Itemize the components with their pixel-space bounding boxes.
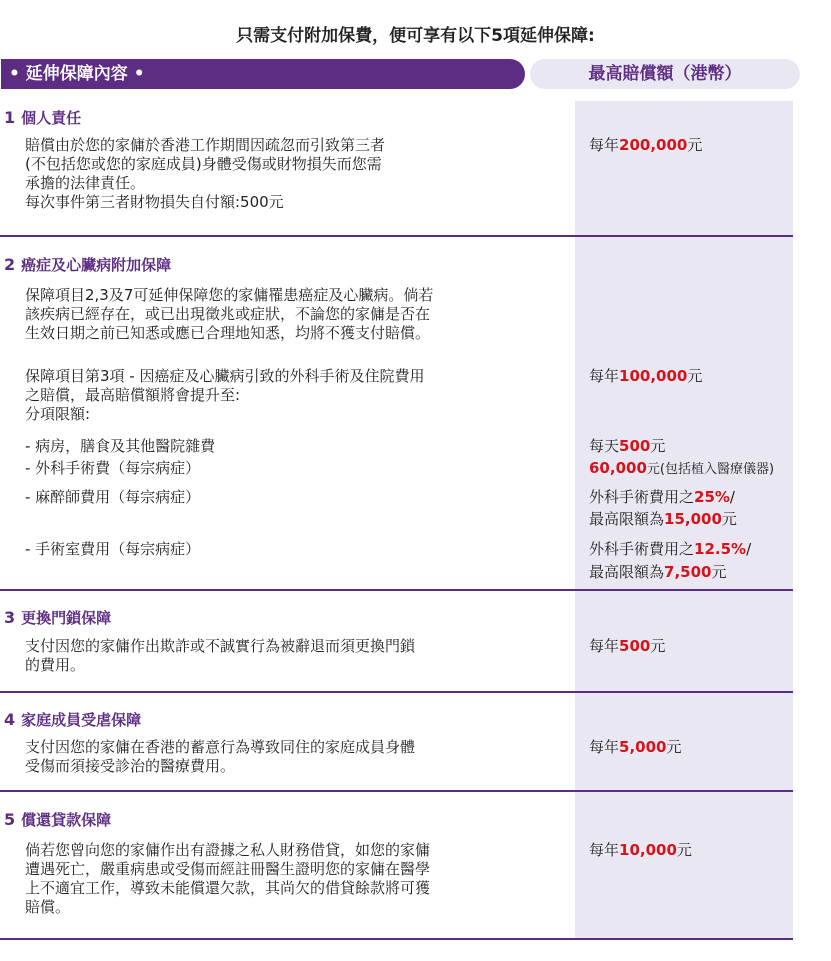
amount-prefix: 外科手術費用之: [589, 540, 695, 558]
body-line: 每次事件第三者財物損失自付額:500元: [25, 193, 284, 211]
body-line: 分項限額:: [25, 405, 91, 423]
body-line: 該疾病已經存在，或已出現徵兆或症狀，不論您的家傭是否在: [25, 305, 431, 323]
section-divider: [0, 938, 793, 940]
section-title-text: 更換門鎖保障: [21, 609, 112, 627]
body-line: 上不適宜工作，導致未能償還欠款，其尚欠的借貸餘款將可獲: [25, 879, 431, 897]
amount-suffix: 元: [687, 136, 703, 154]
amount-suffix: 元: [676, 841, 692, 859]
section-divider: [0, 691, 793, 693]
body-line: 支付因您的家傭在香港的蓄意行為導致同住的家庭成員身體: [25, 738, 416, 756]
section-title: [4, 254, 171, 275]
section-body: [25, 286, 550, 343]
sub-limit-amount: [589, 437, 665, 456]
sub-limit-amount-cap: [589, 510, 737, 529]
amount-suffix: 元: [650, 637, 666, 655]
amount-value: 5,000: [619, 738, 667, 756]
section-body: [25, 841, 550, 917]
amount-suffix: 元: [687, 367, 703, 385]
amount-suffix: /: [729, 488, 735, 506]
amount-prefix: 最高限額為: [589, 510, 665, 528]
section-title: [4, 107, 81, 128]
amount-value: 100,000: [619, 367, 688, 385]
sub-limit-amount: [589, 459, 774, 479]
intro-heading: 只需支付附加保費，便可享有以下5項延伸保障:: [236, 26, 595, 46]
section-title-text: 癌症及心臟病附加保障: [21, 256, 172, 274]
section-body: [25, 367, 550, 424]
section-body: [25, 738, 550, 776]
amount-suffix: 元: [666, 738, 682, 756]
amount: [589, 367, 702, 386]
body-line: 賠償由於您的家傭於香港工作期間因疏忽而引致第三者: [25, 136, 386, 154]
amount-prefix: 每年: [589, 738, 620, 756]
amount-prefix: 每年: [589, 136, 620, 154]
amount-value: 500: [619, 637, 651, 655]
amount-prefix: 最高限額為: [589, 563, 665, 581]
amount-prefix: 每天: [589, 437, 620, 455]
body-line: 的費用。: [25, 656, 86, 674]
amount-suffix: 元: [650, 437, 666, 455]
body-line: (不包括您或您的家庭成員)身體受傷或財物損失而您需: [25, 155, 382, 173]
sub-limit-amount-cap: [589, 563, 726, 582]
section-body: [25, 637, 550, 675]
sub-limit-amount: [589, 488, 735, 507]
section-divider: [0, 589, 793, 591]
body-line: 保障項目第3項 - 因癌症及心臟病引致的外科手術及住院費用: [25, 367, 425, 385]
section-divider: [0, 790, 793, 792]
section-title-text: 償還貸款保障: [21, 811, 112, 829]
amount-value: 60,000: [589, 459, 647, 477]
section-title: [4, 607, 111, 628]
section-title: [4, 709, 141, 730]
amount: [589, 738, 681, 757]
sub-limit-label: - 病房，膳食及其他醫院雜費: [25, 437, 216, 455]
section-body: [25, 136, 550, 212]
amount-suffix: 元: [721, 510, 737, 528]
section-number: 1: [4, 108, 16, 127]
body-line: 保障項目2,3及7可延伸保障您的家傭罹患癌症及心臟病。倘若: [25, 286, 434, 304]
body-line: 承擔的法律責任。: [25, 174, 146, 192]
amount-value: 25%: [694, 488, 730, 506]
body-line: 賠償。: [25, 898, 71, 916]
section-title-text: 個人責任: [21, 109, 82, 127]
amount-value: 200,000: [619, 136, 688, 154]
sub-limit-amount: [589, 540, 751, 559]
amount-value: 12.5%: [694, 540, 747, 558]
amount-prefix: 外科手術費用之: [589, 488, 695, 506]
section-divider: [0, 235, 793, 237]
amount-suffix: 元(包括植入醫療儀器): [646, 462, 775, 477]
amount-value: 15,000: [664, 510, 722, 528]
body-line: 生效日期之前已知悉或應已合理地知悉，均將不獲支付賠償。: [25, 324, 431, 342]
sub-limit-label: - 外科手術費（每宗病症）: [25, 459, 201, 477]
body-line: 倘若您曾向您的家傭作出有證據之私人財務借貸，如您的家傭: [25, 841, 431, 859]
amount-value: 10,000: [619, 841, 677, 859]
amount-prefix: 每年: [589, 841, 620, 859]
body-line: 支付因您的家傭作出欺詐或不誠實行為被辭退而須更換門鎖: [25, 637, 416, 655]
body-line: 之賠償，最高賠償額將會提升至:: [25, 386, 241, 404]
section-number: 4: [4, 710, 16, 729]
section-number: 3: [4, 608, 16, 627]
section-title-text: 家庭成員受虐保障: [21, 711, 142, 729]
amount-prefix: 每年: [589, 637, 620, 655]
amount-value: 7,500: [664, 563, 712, 581]
amount: [589, 136, 702, 155]
section-number: 5: [4, 810, 16, 829]
sub-limit-label: - 麻醉師費用（每宗病症）: [25, 488, 201, 506]
amount: [589, 841, 692, 860]
body-line: 遭遇死亡，嚴重病患或受傷而經註冊醫生證明您的家傭在醫學: [25, 860, 431, 878]
amount: [589, 637, 665, 656]
section-title: [4, 809, 111, 830]
amount-suffix: /: [746, 540, 752, 558]
section-number: 2: [4, 255, 16, 274]
amount-prefix: 每年: [589, 367, 620, 385]
amount-value: 500: [619, 437, 651, 455]
amount-suffix: 元: [711, 563, 727, 581]
header-coverage: • 延伸保障內容 •: [1, 59, 525, 89]
body-line: 受傷而須接受診治的醫療費用。: [25, 757, 236, 775]
header-max-amount: 最高賠償額（港幣）: [530, 59, 800, 89]
sub-limit-label: - 手術室費用（每宗病症）: [25, 540, 201, 558]
